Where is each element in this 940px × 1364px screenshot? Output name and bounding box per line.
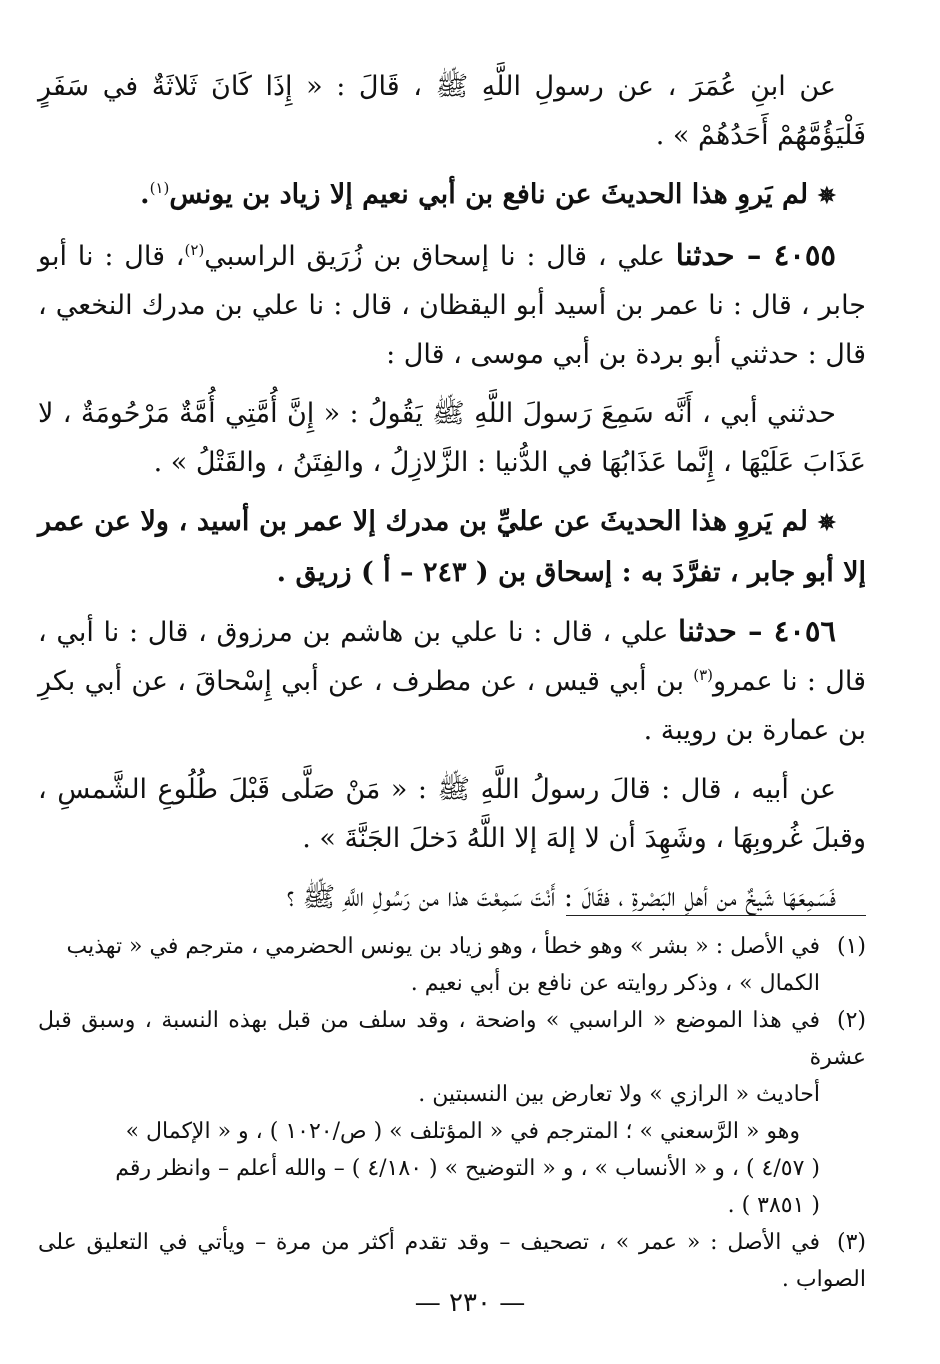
- page-number: — ٢٣٠ —: [414, 1288, 526, 1318]
- hadith-4056: [38, 607, 866, 755]
- isnad-text-cont: بن أبي قيس ، عن مطرف ، عن أبي إِسْحاقَ ، عن أبي بكرِ بن عمارة بن رويبة .: [38, 666, 866, 746]
- hadith-text-p7: عن أبيه ، قال : قالَ رسولُ اللَّهِ ﷺ : « مَنْ صَلَّى قَبْلَ طُلُوعِ الشَّمسِ ، وقبلَ غُروبِهَا ، وشَهِدَ أن لا إلهَ إلا اللَّهُ دَخلَ الجَنَّةَ » .: [38, 774, 866, 854]
- footnote-text: في الأصل : « بشر » وهو خطأ ، وهو زياد بن يونس الحضرمي ، مترجم في « تهذيب: [66, 934, 820, 959]
- commentary-text: لم يَروِ هذا الحديثَ عن نافع بن أبي نعيم إلا زياد بن يونس: [169, 179, 809, 210]
- commentary-p5: [38, 497, 866, 597]
- footnote-1: [38, 928, 866, 965]
- footnote-ref-3[interactable]: (٣): [693, 666, 714, 684]
- hadith-text-p1: عن ابنِ عُمَرَ ، عن رسولِ اللَّهِ ﷺ ، قَالَ : « إِذَا كَانَ ثَلاثَةٌ في سَفَرٍ فَلْيَؤُمَّهُمْ أَحَدُهُمْ » .: [38, 71, 866, 151]
- hadith-number: ٤٠٥٥ – حدثنا: [675, 238, 837, 272]
- footnote-2-sub: وهو « الرَّسعني » ؛ المترجم في « المؤتلف » ( ص/١٠٢٠ ) ، و « الإكمال »: [125, 1119, 800, 1144]
- commentary-p2: [38, 170, 866, 221]
- footnote-text: في هذا الموضع « الراسبي » واضحة ، وقد سلف من قبل بهذه النسبة ، وسبق قبل عشرة: [38, 1008, 866, 1070]
- footnote-number: (٢): [836, 1008, 866, 1033]
- isnad-text: علي ، قال : نا إسحاق بن زُرَيق الراسبي: [204, 241, 676, 272]
- hadith-4055: [38, 231, 866, 379]
- footnote-number: (٣): [836, 1230, 866, 1255]
- star-icon: ✵: [817, 183, 836, 209]
- footnote-2-sub-end: ( ٣٨٥١ ) .: [727, 1193, 820, 1218]
- footnote-3: [38, 1224, 866, 1298]
- hadith-text-p4: حدثني أبي ، أَنَّه سَمِعَ رَسولَ اللَّهِ ﷺ يَقُولُ : « إِنَّ أُمَّتِي أُمَّةٌ مَرْحُومَةٌ ، لا عَذَابَ عَلَيْهَا ، إِنَّما عَذَابُهَا في الدُّنيا : الزَّلازِلُ ، والفِتَنُ ، والقَتْلُ » .: [38, 398, 866, 478]
- footnote-divider: [566, 915, 866, 916]
- footnote-ref-1[interactable]: (١): [149, 179, 170, 197]
- hadith-text-p8: فَسَمِعَهَا شَيخٌ من أهلِ البَصْرةِ ، فقَالَ : أَنْتَ سَمِعْتَ هذا من رَسُولِ اللَّهِ ﷺ ؟: [286, 882, 836, 913]
- hadith-number: ٤٠٥٦ – حدثنا: [678, 614, 836, 648]
- footnote-2-cont: أحاديث « الرازي » ولا تعارض بين النسبتين .: [418, 1082, 820, 1107]
- commentary-end: .: [140, 179, 150, 210]
- footnote-text: في الأصل : « عمر » ، تصحيف – وقد تقدم أكثر من مرة – ويأتي في التعليق على الصواب .: [38, 1230, 866, 1292]
- footnote-ref-2[interactable]: (٢): [184, 241, 205, 259]
- footnote-2: [38, 1002, 866, 1076]
- isnad-text-cont: ، قال : نا أبو جابر ، قال : نا عمر بن أسيد أبو اليقظان ، قال : نا علي بن مدرك النخعي ، قال : حدثني أبو بردة بن أبي موسى ، قال :: [38, 241, 866, 370]
- footnote-number: (١): [836, 934, 866, 959]
- footnote-2-sub-cont: ( ٤/٥٧ ) ، و « الأنساب » ، و « التوضيح » ( ٤/١٨٠ ) – والله أعلم – وانظر رقم: [115, 1156, 820, 1181]
- star-icon: ✵: [817, 510, 836, 536]
- isnad-text: علي ، قال : نا علي بن هاشم بن مرزوق ، قال : نا أبي ، قال : نا عمرو: [38, 617, 866, 697]
- footnote-1-cont: الكمال » ، وذكر روايته عن نافع بن أبي نعيم .: [410, 971, 820, 996]
- commentary-text: لم يَروِ هذا الحديثَ عن عليِّ بن مدرك إلا عمر بن أسيد ، ولا عن عمر إلا أبو جابر ، تفرَّدَ به : إسحاق بن ( ٢٤٣ – أ ) زريق .: [38, 506, 866, 588]
- footnotes: [38, 928, 866, 1298]
